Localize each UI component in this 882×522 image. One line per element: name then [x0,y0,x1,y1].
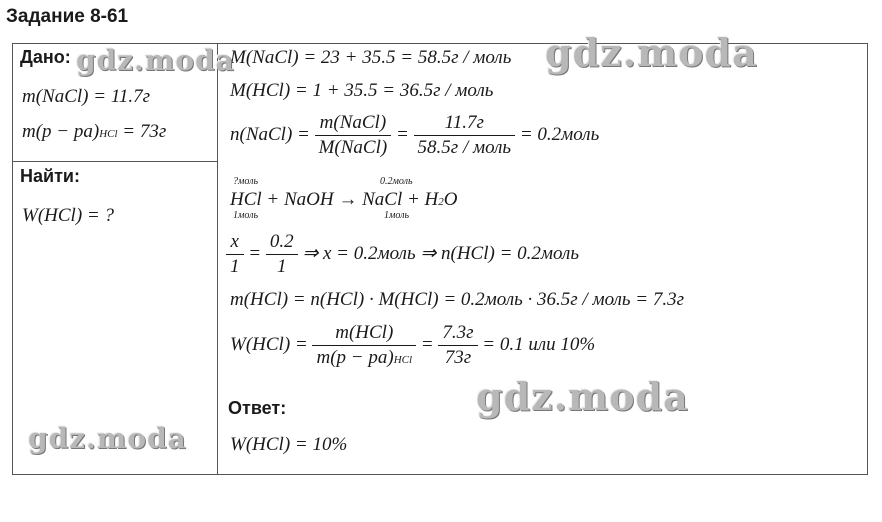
mass-hcl: m(HCl) = n(HCl) · M(HCl) = 0.2моль · 36.5г / моль = 7.3г [230,289,685,310]
given-mass-nacl: m(NaCl) = 11.7г [22,86,151,107]
find-mass-fraction: W(HCl) = ? [22,205,114,226]
watermark: gdz.moda [28,422,187,455]
molar-mass-hcl: M(HCl) = 1 + 35.5 = 36.5г / моль [230,80,494,101]
reaction-main: HCl + NaOH → NaCl + H2O [230,189,458,210]
moles-nacl: n(NaCl) = $\frac{\text{m(NaCl)}}{\text{M(NaCl)}}$ = $\frac{11.7г}{\text{58.5г / моль}}$ = 0.2моль [230,112,600,158]
task-title: Задание 8-61 [6,6,129,27]
row-divider [12,161,218,162]
find-heading: Найти: [20,166,80,186]
watermark: gdz.moda [476,374,689,419]
reaction-top-left: ?моль [233,176,259,187]
column-divider [217,43,218,475]
molar-mass-nacl: M(NaCl) = 23 + 35.5 = 58.5г / моль [230,47,512,68]
watermark: gdz.moda [545,30,758,75]
reaction-bottom-right: 1моль [384,210,410,221]
watermark: gdz.moda [76,44,235,77]
mass-fraction-calc: W(HCl) = $\frac{\text{m(HCl)}}{\text{m(p − pa)HCl}}$ = $\frac{7.3г}{73г}$ = 0.1 или 10% [230,322,596,368]
answer-value: W(HCl) = 10% [230,434,348,455]
reaction-top-right: 0.2моль [380,176,413,187]
given-mass-solution: m(p − pa)HCl = 73г [22,121,167,142]
proportion: $\frac{x}{1}$ = $\frac{0.2}{1}$ ⇒ x = 0.2моль ⇒ n(HCl) = 0.2моль [226,231,579,278]
answer-heading: Ответ: [228,398,287,418]
given-heading: Дано: [20,47,71,67]
reaction-bottom-left: 1моль [233,210,259,221]
